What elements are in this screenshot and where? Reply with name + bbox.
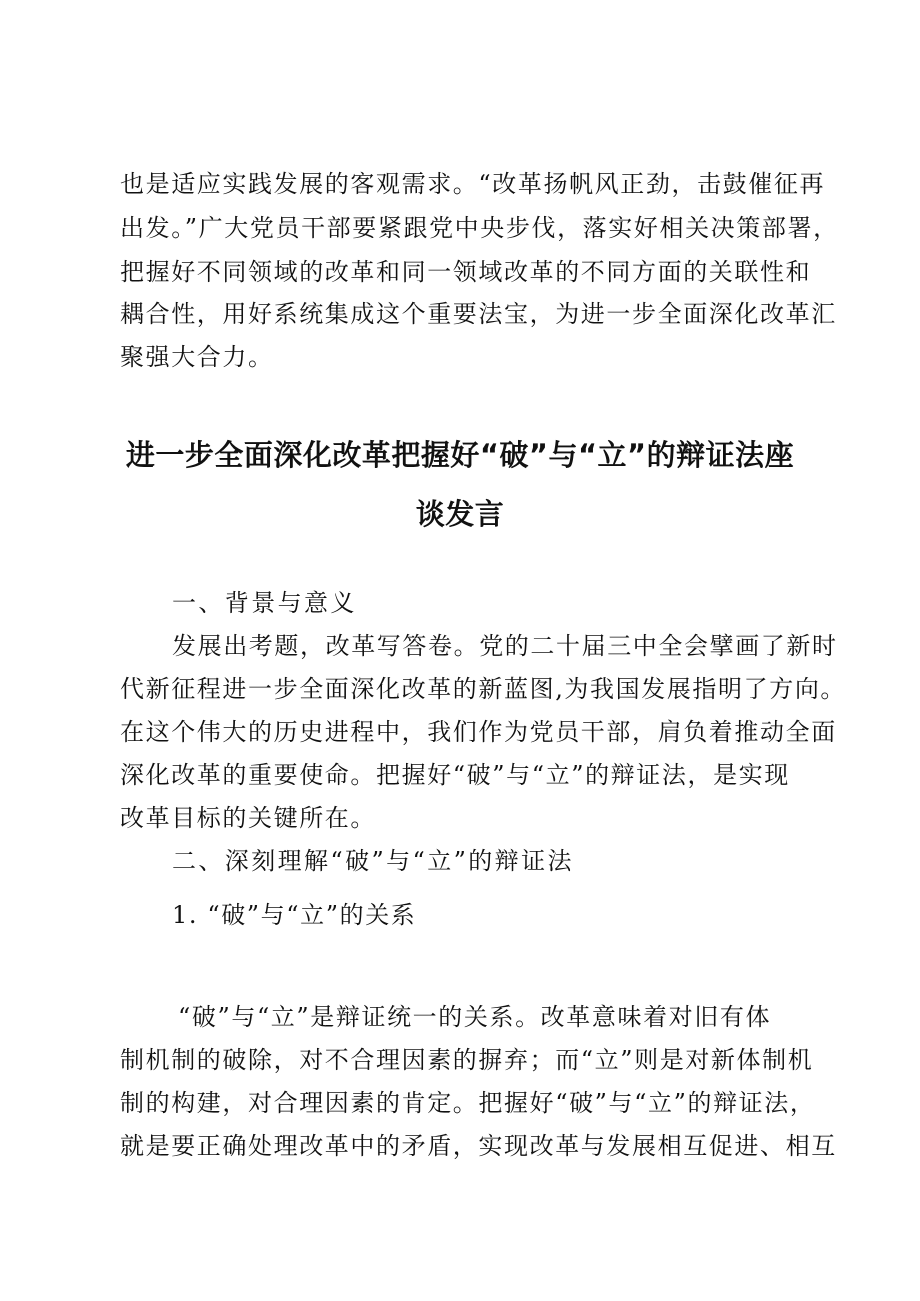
intro-line: 把握好不同领域的改革和同一领域改革的不同方面的关联性和 — [120, 258, 812, 286]
document-title: 进一步全面深化改革把握好“破”与“立”的辩证法座 — [125, 438, 795, 472]
subsection-heading-relationship: 1. “破”与“立”的关系 — [172, 901, 417, 929]
body-line: 制的构建，对合理因素的肯定。把握好“破”与“立”的辩证法， — [120, 1089, 816, 1117]
intro-line: 出发。”广大党员干部要紧跟党中央步伐，落实好相关决策部署， — [120, 214, 839, 242]
body-line: 在这个伟大的历史进程中，我们作为党员干部，肩负着推动全面 — [120, 718, 837, 746]
section-heading-dialectics: 二、深刻理解“破”与“立”的辩证法 — [172, 847, 574, 875]
body-line: 就是要正确处理改革中的矛盾，实现改革与发展相互促进、相互 — [120, 1132, 837, 1160]
section-heading-background: 一、背景与意义 — [172, 589, 357, 617]
body-line: 深化改革的重要使命。把握好“破”与“立”的辩证法，是实现 — [120, 761, 790, 789]
intro-line: 聚强大合力。 — [120, 343, 274, 371]
body-line: 发展出考题，改革写答卷。党的二十届三中全会擘画了新时 — [172, 632, 838, 660]
intro-line: 也是适应实践发展的客观需求。“改革扬帆风正劲，击鼓催征再 — [120, 170, 826, 198]
body-line: 改革目标的关键所在。 — [120, 804, 376, 832]
intro-line: 耦合性，用好系统集成这个重要法宝，为进一步全面深化改革汇 — [120, 300, 837, 328]
document-title-continued: 谈发言 — [415, 497, 505, 531]
body-line: 代新征程进一步全面深化改革的新蓝图,为我国发展指明了方向。 — [120, 675, 847, 703]
body-line: “破”与“立”是辩证统一的关系。改革意味着对旧有体 — [178, 1003, 772, 1031]
body-line: 制机制的破除，对不合理因素的摒弃；而“立”则是对新体制机 — [120, 1046, 814, 1074]
